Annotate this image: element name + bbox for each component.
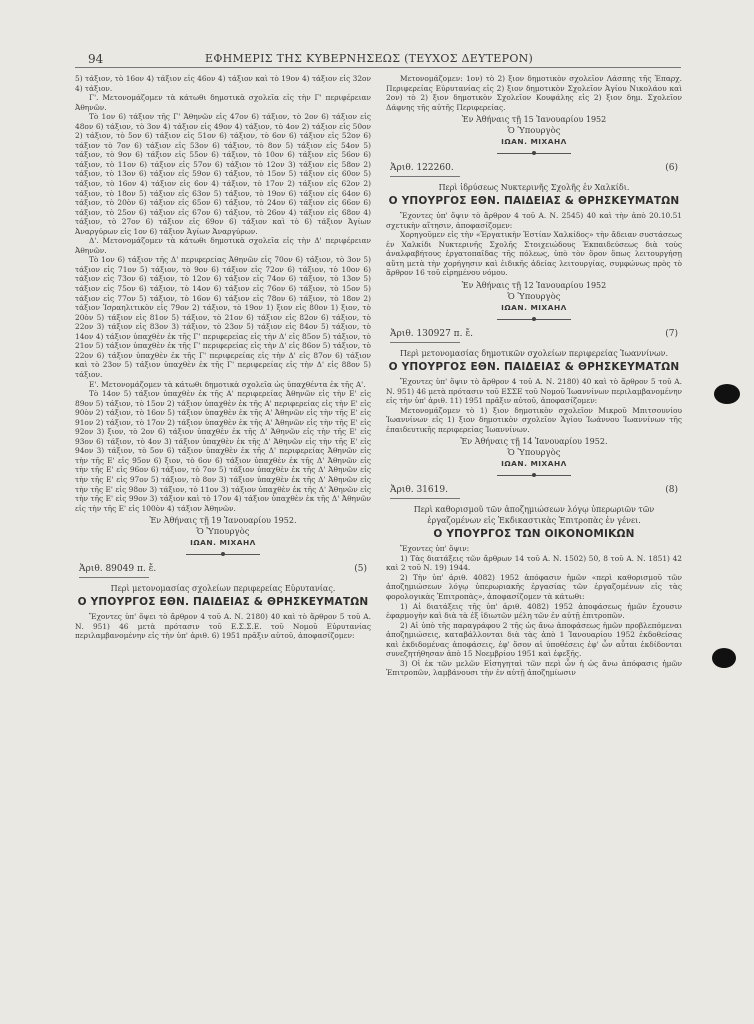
paragraph: Γ'. Μετονομάζομεν τὰ κάτωθι δημοτικὰ σχολεῖα εἰς τὴν Γ' περιφέρειαν Ἀθηνῶν. bbox=[75, 93, 371, 112]
paragraph: Ἔχοντες ὑπ' ὄψει τὸ ἄρθρον 4 τοῦ Α. Ν. 2180) 40 καὶ τὸ ἄρθρον 5 τοῦ Α. Ν. 951) 46 μετὰ πρότασιν τοῦ Ε.Σ.Σ.Ε. τοῦ Νομοῦ Εὐρυτανίας περιλαμβανομένην εἰς τὴν ὑπ' ἀριθ. 6) 1951 πρᾶξιν αὐτοῦ, ἀποφασίζομεν: bbox=[75, 612, 371, 641]
separator-ornament bbox=[386, 150, 682, 156]
ministry-heading: Ο ΥΠΟΥΡΓΟΣ ΕΘΝ. ΠΑΙΔΕΙΑΣ & ΘΡΗΣΚΕΥΜΑΤΩΝ bbox=[77, 596, 369, 609]
paragraph: 3) Οἱ ἐκ τῶν μελῶν Εἰσηγηταὶ τῶν περὶ ὧν ἡ ὡς ἄνω ἀπόφασις ἡμῶν Ἐπιτροπῶν, λαμβάνουσι τὴν ἐν αὐτῇ ἀποζημίωσιν bbox=[386, 658, 682, 678]
paragraph: Μετονομάζομεν τὸ 1) ξιον δημοτικὸν σχολεῖον Μικροῦ Μπιτσουνίου Ἰωαννίνων εἰς 1) ξιον δημοτικὸν σχολεῖον Ἁγίου Ἰωάννου Ἰωαννίνων τῆς ἐπαιδευτικῆς περιφερείας Ἰωαννίνων. bbox=[386, 405, 682, 434]
paragraph: Ε'. Μετονομάζομεν τὰ κάτωθι δημοτικὰ σχολεῖα ὡς ὑπαχθέντα ἐκ τῆς Α'. bbox=[89, 379, 366, 389]
decision-number-rule bbox=[390, 342, 460, 343]
paragraph: 5) τάξιον, τὸ 16ον 4) τάξιον εἰς 46ον 4) τάξιον καὶ τὸ 19ον 4) τάξιον εἰς 32ον 4) τάξιον. bbox=[75, 74, 371, 93]
ink-blot-mark bbox=[712, 648, 736, 668]
ministry-heading: Ο ΥΠΟΥΡΓΟΣ ΕΘΝ. ΠΑΙΔΕΙΑΣ & ΘΡΗΣΚΕΥΜΑΤΩΝ bbox=[388, 195, 680, 208]
paragraph: Ἔχοντες ὑπ' ὄψιν τὸ ἄρθρον 4 τοῦ Α. Ν. 2545) 40 καὶ τὴν ἀπὸ 20.10.51 σχετικὴν αἴτησιν, ἀποφασίζομεν: bbox=[386, 211, 682, 230]
decision-number-row bbox=[386, 484, 682, 496]
date-line: Ἐν Ἀθήναις τῇ 15 Ἰανουαρίου 1952 bbox=[461, 115, 607, 125]
decision-number-rule bbox=[390, 176, 460, 177]
paragraph: Χορηγοῦμεν εἰς τὴν «Ἐργατικὴν Ἑστίαν Χαλκίδος» τὴν ἄδειαν συστάσεως ἐν Χαλκίδι Νυκτερινῆς Σχολῆς Στοιχειώδους Ἐκπαιδεύσεως διὰ τοὺς ἀναλφαβήτους ἐργατοπαῖδας τῆς πόλεως, ὑπὸ τὸν ὅρον ὅπως λειτουργήσῃ αὕτη μετὰ τὴν χορήγησιν καὶ ἐιδικῆς ἀδείας λειτουργίας, συμφώνως πρὸς τὸ ἄρθρον 16 τοῦ εἰρημένου νόμου. bbox=[386, 230, 682, 278]
left-column bbox=[75, 74, 371, 641]
right-column bbox=[386, 74, 682, 678]
ministry-heading: Ο ΥΠΟΥΡΓΟΣ ΕΘΝ. ΠΑΙΔΕΙΑΣ & ΘΡΗΣΚΕΥΜΑΤΩΝ bbox=[388, 361, 680, 374]
signature-name: ΙΩΑΝ. ΜΙΧΑΗΛ bbox=[501, 137, 567, 147]
decision-subject: Περὶ μετονομασίας σχολείων περιφερείας Εὐρυτανίας. bbox=[110, 584, 336, 594]
decision-sequence: (6) bbox=[665, 163, 678, 174]
signature-name: ΙΩΑΝ. ΜΙΧΑΗΛ bbox=[501, 459, 567, 469]
paragraph: Τὸ 1ον 6) τάξιον τῆς Δ' περιφερείας Ἀθηνῶν εἰς 70ον 6) τάξιον, τὸ 3ον 5) τάξιον εἰς 71ον 5) τάξιον, τὸ 9ον 6) τάξιον εἰς 72ον 6) τάξιον, τὸ 10ον 6) τάξιον εἰς 73ον 6) τάξιον, τὸ 12ον 6) τάξιον εἰς 74ον 6) τάξιον, τὸ 13ον 5) τάξιον εἰς 75ον 6) τάξιον, τὸ 14ον 6) τάξιον εἰς 76ον 6) τάξιον, τὸ 15ον 5) τάξιον εἰς 77ον 5) τάξιον, τὸ 16ον 6) τάξιον εἰς 78ον 6) τάξιον, τὸ 18ον 2) τάξιον Ἰσραηλιτικὸν εἰς 79ον 2) τάξιον, τὸ 19ον 1) ξιον εἰς 80ον 1) ξιον, τὸ 20ὸν 5) τάξιον εἰς 81ον 5) τάξιον, τὸ 21ον 6) τάξιον εἰς 82ον 6) τάξιον, τὸ 22ον 3) τάξιον εἰς 83ον 3) τάξιον, τὸ 23ον 5) τάξιον εἰς 84ον 5) τάξιον, τὸ 14ον 4) τάξιον ὑπαχθὲν ἐκ τῆς Γ' περιφερείας εἰς τὴν Δ' εἰς 85ον 5) τάξιον, τὸ 21ον 5) τάξιον ὑπαχθὲν ἐκ τῆς Γ' περιφερείας εἰς τὴν Δ' εἰς 86ον 5) τάξιον, τὸ 22ον 6) τάξιον ὑπαχθὲν ἐκ τῆς Γ' περιφερείας εἰς τὴν Δ' εἰς 87ον 6) τάξιον καὶ τὸ 23ον 5) τάξιον ὑπαχθὲν ἐκ τῆς Γ' περιφερείας εἰς τὴν Δ' εἰς 88ον 5) τάξιον. bbox=[75, 255, 371, 379]
signature-title: Ὁ Ὑπουργὸς bbox=[507, 292, 561, 303]
decision-number-row bbox=[386, 162, 682, 174]
signature-name: ΙΩΑΝ. ΜΙΧΑΗΛ bbox=[501, 303, 567, 313]
ink-blot-mark bbox=[714, 384, 740, 404]
paragraph: 1) Τὰς διατάξεις τῶν ἄρθρων 14 τοῦ Α. Ν. 1502) 50, 8 τοῦ Α. Ν. 1851) 42 καὶ 2 τοῦ Ν. 19) 1944. bbox=[386, 553, 682, 573]
decision-number-rule bbox=[390, 498, 460, 499]
decision-sequence: (5) bbox=[354, 564, 367, 575]
decision-number-rule bbox=[79, 577, 149, 578]
decision-subject: Περὶ καθορισμοῦ τῶν ἀποζημιώσεων λόγῳ ὑπερωριῶν τῶν ἐργαζομένων εἰς Ἐκδικαστικὰς Ἐπιτροπὰς ἐν γένει. bbox=[413, 505, 655, 526]
paragraph: Δ'. Μετονομάζομεν τὰ κάτωθι δημοτικὰ σχολεῖα εἰς τὴν Δ' περιφέρειαν Ἀθηνῶν. bbox=[75, 236, 371, 255]
decision-number: Ἀριθ. 130927 π. ἔ. bbox=[390, 329, 474, 340]
paragraph: Τὸ 14ον 5) τάξιον ὑπαχθὲν ἐκ τῆς Α' περιφερείας Ἀθηνῶν εἰς τὴν Ε' εἰς 89ον 5) τάξιον, τὸ 15ον 2) τάξιον ὑπαχθὲν ἐκ τῆς Α' περιφερείας εἰς τὴν Ε' εἰς 90ὸν 2) τάξιον, τὸ 16ον 5) τάξιον ὑπαχθὲν ἐκ τῆς Α' Ἀθηνῶν εἰς τὴν τῆς Ε' εἰς 91ον 2) τάξιον, τὸ 17ον 2) τάξιον ὑπαχθὲν ἐκ τῆς Α' Ἀθηνῶν εἰς τὴν τῆς Ε' εἰς 92ον 3) ξιον, τὸ 2ον 6) τάξιον ὑπαχθὲν ἐκ τῆς Δ' Ἀθηνῶν εἰς τὴν τῆς Ε' εἰς 93ον 6) τάξιον, τὸ 4ον 3) τάξιον ὑπαχθὲν ἐκ τῆς Δ' Ἀθηνῶν εἰς τὴν τῆς Ε' εἰς 94ον 3) τάξιον, τὸ 5ον 6) τάξιον ὑπαχθὲν ἐκ τῆς Δ' περιφερείας Ἀθηνῶν εἰς τὴν τῆς Ε' εἰς 95ον 6) ξιον, τὸ 6ον 6) τάξιον ὑπαχθὲν ἐκ τῆς Δ' Ἀθηνῶν εἰς τὴν τῆς Ε' εἰς 96ον 6) τάξιον, τὸ 7ον 5) τάξιον ὑπαχθὲν ἐκ τῆς Δ' Ἀθηνῶν εἰς τὴν τῆς Ε' εἰς 97ον 5) τάξιον, τὸ 8ον 3) τάξιον ὑπαχθὲν ἐκ τῆς Δ' Ἀθηνῶν εἰς τὴν τῆς Ε' εἰς 98ον 3) τάξιον, τὸ 11ον 3) τάξιον ὑπαχθὲν ἐκ τῆς Δ' Ἀθηνῶν εἰς τὴν τῆς Ε' εἰς 99ον 3) τάξιον καὶ τὸ 17ον 4) τάξιον ὑπαχθὲν ἐκ τῆς Δ' Ἀθηνῶν εἰς τὴν τῆς Ε' εἰς 100ὸν 4) τάξιον Ἀθηνῶν. bbox=[75, 389, 371, 513]
paragraph: Τὸ 1ον 6) τάξιον τῆς Γ' Ἀθηνῶν εἰς 47ον 6) τάξιον, τὸ 2ον 6) τάξιον εἰς 48ον 6) τάξιον, τὸ 3ον 4) τάξιον εἰς 49ον 4) τάξιον, τὸ 4ον 2) τάξιον εἰς 50ον 2) τάξιον, τὸ 5ον 6) τάξιον εἰς 51ον 6) τάξιον, τὸ 6ον 6) τάξιον εἰς 52ον 6) τάξιον τὸ 7ον 6) τάξιον εἰς 53ον 6) τάξιον, τὸ 8ον 5) τάξιον εἰς 54ον 5) τάξιον, τὸ 9ον 6) τάξιον εἰς 55ον 6) τάξιον, τὸ 10ον 6) τάξιον εἰς 56ον 6) τάξιον, τὸ 11ον 6) τάξιον εἰς 57ον 6) τάξιον τὸ 12ον 3) τάξιον εἰς 58ον 2) τάξιον, τὸ 13ον 6) τάξιον εἰς 59ον 6) τάξιον, τὸ 15ον 5) τάξιον εἰς 60ον 5) τάξιον, τὸ 16ον 4) τάξιον εἰς 6ον 4) τάξιον, τὸ 17ον 2) τάξιον εἰς 62ον 2) τάξιον, τὸ 18ον 5) τάξιον εἰς 63ον 5) τάξιον, τὸ 19ον 6) τάξιον εἰς 64ον 6) τάξιον, τὸ 20ὸν 6) τάξιον εἰς 65ον 6) τάξιον, τὸ 24ον 6) τάξιον εἰς 66ον 6) τάξιον, τὸ 25ον 6) τάξιον εἰς 67ον 6) τάξιον, τὸ 26ον 4) τάξιον εἰς 68ον 4) τάξιον, τὸ 27ον 6) τάξιον εἰς 69ον 6) τάξιον καὶ τὸ 6) τάξιον Ἁγίων Ἀναργύρων εἰς 1ον 6) τάξιον Ἁγίων Ἀναργύρων. bbox=[75, 112, 371, 236]
date-line: Ἐν Ἀθήναις τῇ 14 Ἰανουαρίου 1952. bbox=[460, 437, 608, 447]
decision-number: Ἀριθ. 89049 π. ἔ. bbox=[79, 564, 157, 575]
signature-name: ΙΩΑΝ. ΜΙΧΑΗΛ bbox=[190, 538, 256, 548]
decision-sequence: (8) bbox=[665, 485, 678, 496]
signature-title: Ὁ Ὑπουργὸς bbox=[507, 448, 561, 459]
paragraph: 1) Αἱ διατάξεις τῆς ὑπ' ἀριθ. 4082) 1952 ἀποφάσεως ἡμῶν ἔχουσιν ἐφαρμογὴν καὶ διὰ τὰ ἐξ ἰδιωτῶν μέλη τῶν ἐν αὐτῇ ἐπιτροπῶν. bbox=[386, 601, 682, 621]
separator-ornament bbox=[386, 316, 682, 322]
decision-subject: Περὶ ἱδρύσεως Νυκτερινῆς Σχολῆς ἐν Χαλκίδι. bbox=[438, 183, 630, 193]
decision-number: Ἀριθ. 31619. bbox=[390, 485, 448, 496]
decision-number: Ἀριθ. 122260. bbox=[390, 163, 454, 174]
decision-number-row bbox=[75, 563, 371, 575]
separator-ornament bbox=[386, 472, 682, 478]
paragraph: 2) Τὴν ὑπ' ἀριθ. 4082) 1952 ἀπόφασιν ἡμῶν «περὶ καθορισμοῦ τῶν ἀποζημιώσεων λόγῳ ὑπερωριακῆς ἐργασίας τῶν ἐργαζομένων εἰς τὰς φορολογικὰς Ἐπιτροπὰς», ἀποφασίζομεν τὰ κάτωθι: bbox=[386, 572, 682, 602]
paragraph: Ἔχοντες ὑπ' ὄψιν τὸ ἄρθρον 4 τοῦ Α. Ν. 2180) 40 καὶ τὸ ἄρθρον 5 τοῦ Α. Ν. 951) 46 μετὰ πρότασιν τοῦ ΕΣΣΕ τοῦ Νομοῦ Ἰωαννίνων περιλαμβανομένην εἰς τὴν ὑπ' ἀριθ. 11) 1951 πρᾶξιν αὐτοῦ, ἀποφασίζομεν: bbox=[386, 377, 682, 406]
decision-sequence: (7) bbox=[665, 329, 678, 340]
date-line: Ἐν Ἀθήναις τῇ 19 Ἰανουαρίου 1952. bbox=[149, 516, 297, 526]
decision-number-row bbox=[386, 328, 682, 340]
signature-title: Ὁ Ὑπουργὸς bbox=[196, 527, 250, 538]
paragraph: 2) Αἱ ὑπὸ τῆς παραγράφου 2 τῆς ὡς ἄνω ἀποφάσεως ἡμῶν προβλεπόμεναι ἀποζημιώσεις, καταβάλλονται διὰ τὰς ἀπὸ 1 Ἰανουαρίου 1952 ἐκδοθείσας καὶ ἐκδιδομένας ἀποφάσεις, ἐφ' ὅσον αἱ ὑποθέσεις ἐφ' ὧν αὗται ἐκδίδονται συνεζητήθησαν ἀπὸ 15 Νοεμβρίου 1951 καὶ ἐφεξῆς. bbox=[386, 620, 682, 659]
paragraph: Μετονομάζομεν: 1ον) τὸ 2) ξιον δημοτικὸν σχολεῖον Λάσπης τῆς Ἐπαρχ. Περιφερείας Εὐρυτανίας εἰς 2) ξιον δημοτικὸν Σχολεῖον Ἁγίου Νικολάου καὶ 2ον) τὸ 2) ξιον δημοτικὸν Σχολεῖον Κουφάλης εἰς 2) ξιον δημ. Σχολεῖον Δάφνης τῆς αὐτῆς Περιφερείας. bbox=[386, 74, 682, 112]
header-rule bbox=[75, 67, 681, 68]
page-number: 94 bbox=[88, 52, 104, 66]
paragraph: Ἔχοντες ὑπ' ὄψιν: bbox=[400, 544, 470, 554]
date-line: Ἐν Ἀθήναις τῇ 12 Ἰανουαρίου 1952 bbox=[461, 281, 607, 291]
signature-title: Ὁ Ὑπουργὸς bbox=[507, 126, 561, 137]
decision-subject: Περὶ μετονομασίας δημοτικῶν σχολείων περιφερείας Ἰωαννίνων. bbox=[399, 349, 669, 359]
running-title: ΕΦΗΜΕΡΙΣ ΤΗΣ ΚΥΒΕΡΝΗΣΕΩΣ (ΤΕΥΧΟΣ ΔΕΥΤΕΡΟΝ) bbox=[205, 52, 534, 65]
ministry-heading: Ο ΥΠΟΥΡΓΟΣ ΤΩΝ ΟΙΚΟΝΟΜΙΚΩΝ bbox=[433, 528, 635, 541]
separator-ornament bbox=[75, 551, 371, 557]
